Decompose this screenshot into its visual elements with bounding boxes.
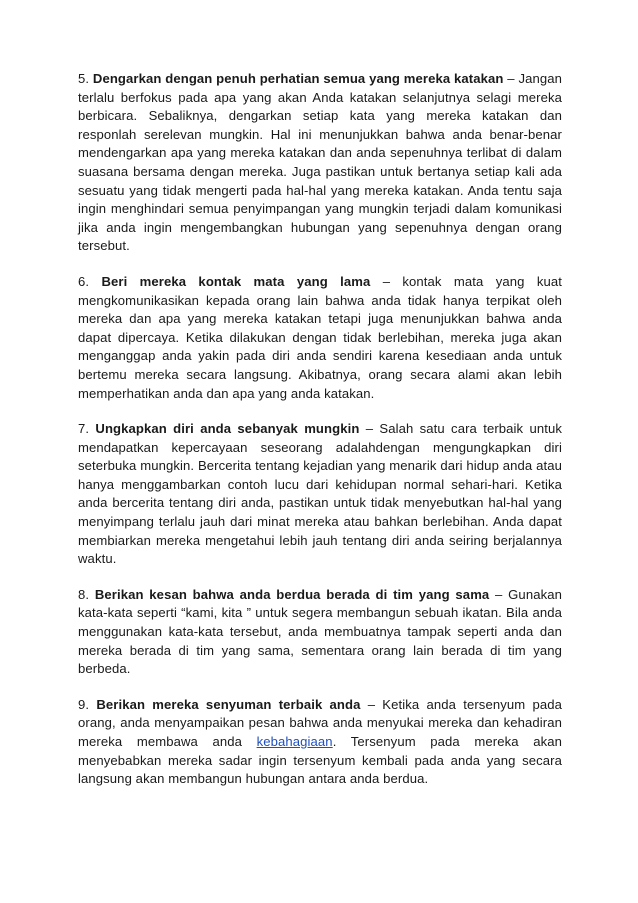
paragraph-number: 7. <box>78 421 96 437</box>
paragraph-9 <box>78 696 562 789</box>
paragraph-body-before-link: – Ketika anda tersenyum pada orang, anda menyampaikan pesan bahwa anda menyukai mereka dan kehadiran mereka membawa anda <box>78 696 562 749</box>
paragraph-heading: Berikan kesan bahwa anda berdua berada di tim yang sama <box>94 586 490 602</box>
document-page <box>78 70 562 806</box>
paragraph-number: 5. <box>78 71 93 86</box>
paragraph-body: – kontak mata yang kuat mengkomunikasikan kepada orang lain bahwa anda tidak hanya terpikat oleh mereka dan apa yang mereka katakan tetapi juga menunjukkan bahwa anda dapat dipercaya. Ketika dilakukan dengan tidak berlebihan, mereka juga akan menganggap anda yakin pada diri anda sendiri karena kesediaan anda untuk bertemu mereka secara langsung. Akibatnya, orang secara alami akan lebih memperhatikan anda dan apa yang anda katakan. <box>78 273 562 401</box>
paragraph-number: 8. <box>78 586 95 602</box>
paragraph-7 <box>78 420 562 569</box>
kebahagiaan-link[interactable]: kebahagiaan <box>256 734 333 749</box>
paragraph-body: – Jangan terlalu berfokus pada apa yang akan Anda katakan selanjutnya selagi mereka berbicara. Sebaliknya, dengarkan setiap kata yang mereka katakan dan responlah serelevan mungkin. Hal ini menunjukkan bahwa anda benar-benar mendengarkan apa yang mereka katakan dan anda sepenuhnya terlibat di dalam suasana bersama dengan mereka. Juga pastikan untuk bertanya setiap kali ada sesuatu yang tidak mengerti pada hal-hal yang mereka katakan. Anda tentu saja ingin menghindari semua penyimpangan yang mungkin terjadi dalam komunikasi jika anda ingin mengembangkan hubungan yang sepenuhnya dengan orang tersebut. <box>78 71 562 254</box>
paragraph-heading: Beri mereka kontak mata yang lama <box>101 273 371 289</box>
paragraph-heading: Ungkapkan diri anda sebanyak mungkin <box>95 421 360 437</box>
paragraph-8 <box>78 586 562 679</box>
paragraph-5 <box>78 70 562 256</box>
paragraph-body: – Gunakan kata-kata seperti “kami, kita ” untuk segera membangun sebuah ikatan. Bila anda menggunakan kata-kata tersebut, anda membuatnya tampak seperti anda dan mereka berada di tim yang sama, sementara orang lain berada di tim yang berbeda. <box>78 586 562 677</box>
paragraph-body: – Salah satu cara terbaik untuk mendapatkan kepercayaan seseorang adalahdengan mengungkapkan diri seterbuka mungkin. Bercerita tentang kejadian yang menarik dari hidup anda atau hanya menggambarkan contoh lucu dari kehidupan normal sehari-hari. Ketika anda bercerita tentang diri anda, pastikan untuk tidak menyebutkan hal-hal yang menyimpang terlalu jauh dari minat mereka atau bahkan berlebihan. Anda dapat membiarkan mereka mengetahui lebih jauh tentang diri anda seiring berjalannya waktu. <box>78 421 563 567</box>
paragraph-heading: Berikan mereka senyuman terbaik anda <box>96 696 361 712</box>
paragraph-heading: Dengarkan dengan penuh perhatian semua yang mereka katakan <box>92 71 504 86</box>
paragraph-body-after-link: . Tersenyum pada mereka akan menyebabkan mereka sadar ingin tersenyum kembali pada anda yang secara langsung akan membangun hubungan antara anda berdua. <box>78 734 562 787</box>
paragraph-number: 6. <box>78 273 102 289</box>
paragraph-number: 9. <box>78 696 97 712</box>
paragraph-6 <box>78 273 562 403</box>
